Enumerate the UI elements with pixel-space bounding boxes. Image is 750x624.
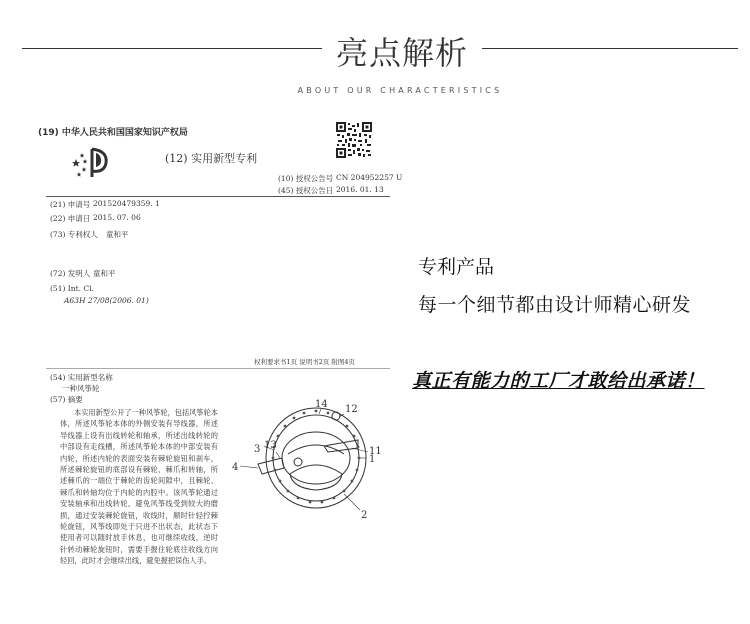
feature-description: 每一个细节都由设计师精心研发	[418, 294, 692, 316]
section-title: 亮点解析	[335, 34, 468, 72]
patent-bureau: (19) 中华人民共和国国家知识产权局	[38, 128, 188, 138]
section-subtitle: ABOUT OUR CHARACTERISTICS	[297, 86, 503, 95]
patent-office-emblem-icon	[68, 145, 116, 181]
pub-date-value: 2016. 01. 13	[336, 185, 384, 194]
owner-value: 童和平	[106, 230, 129, 239]
pub-no-value: CN 204952257 U	[336, 173, 403, 182]
app-no-value: 201520479359. 1	[93, 199, 160, 208]
figure-label: 12	[345, 404, 358, 415]
inventor-label: (72) 发明人	[50, 269, 91, 278]
owner-label: (73) 专利权人	[50, 230, 98, 239]
patent-type: (12) 实用新型专利	[165, 152, 258, 165]
figure-label: 3	[254, 444, 261, 455]
figure-label: 13	[264, 440, 277, 451]
abstract-label: (57) 摘要	[50, 395, 83, 404]
app-date-label: (22) 申请日	[50, 214, 91, 223]
pub-no-label: (10) 授权公告号	[278, 174, 334, 183]
intcl-value: A63H 27/08(2006. 01)	[64, 296, 149, 305]
app-no-label: (21) 申请号	[50, 200, 91, 209]
figure-label: 14	[315, 399, 328, 410]
section-rule	[46, 368, 390, 369]
page-counts: 权利要求书1页 说明书2页 附图4页	[254, 358, 356, 366]
feature-heading: 专利产品	[418, 256, 495, 278]
name-value: 一种风筝轮	[62, 384, 100, 393]
app-date-value: 2015. 07. 06	[93, 213, 141, 222]
figure-label: 4	[232, 462, 239, 473]
figure-label: 2	[361, 510, 368, 521]
qr-code-icon	[336, 122, 372, 158]
name-label: (54) 实用新型名称	[50, 373, 113, 382]
intcl-label: (51) Int. Cl.	[50, 284, 94, 293]
kite-reel-drawing	[228, 396, 408, 526]
pub-date-label: (45) 授权公告日	[278, 186, 334, 195]
header-divider-right	[482, 48, 738, 49]
promise-slogan: 真正有能力的工厂才敢给出承诺！	[412, 370, 705, 392]
figure-label: 1	[369, 454, 376, 465]
inventor-value: 童和平	[93, 269, 116, 278]
header-rule	[46, 196, 390, 197]
abstract-text: 本实用新型公开了一种风筝轮，包括风筝轮本体，所述风筝轮本体的外侧安装有导线器，所述导线器上设有出线转轮和轴承，所述出线转轮的中部设有走线槽，所述风筝轮本体的中部安装有内轮，所述内轮的表面安装有棘轮旋钮和刹车，所述棘轮旋钮的底部设有棘轮、棘爪和转轴，所述棘爪的一端位于棘轮的齿轮间隙中，且棘轮、棘爪和转轴均位于内轮的内腔中。该风筝轮通过安装轴承和出线转轮，避免风筝线受到较大的磨损，通过安装棘轮旋钮，收线时，顺时针轻拧棘轮旋钮，风筝线即处于只进不出状态，此状态下使用者可以随时放手休息，也可继续收线，逆时针转动棘轮旋钮时，需要手握住轮底往收线方向轻回，此时才会继续出线，避免握把误伤人手。	[60, 408, 218, 566]
figure-label: 11	[369, 446, 382, 457]
